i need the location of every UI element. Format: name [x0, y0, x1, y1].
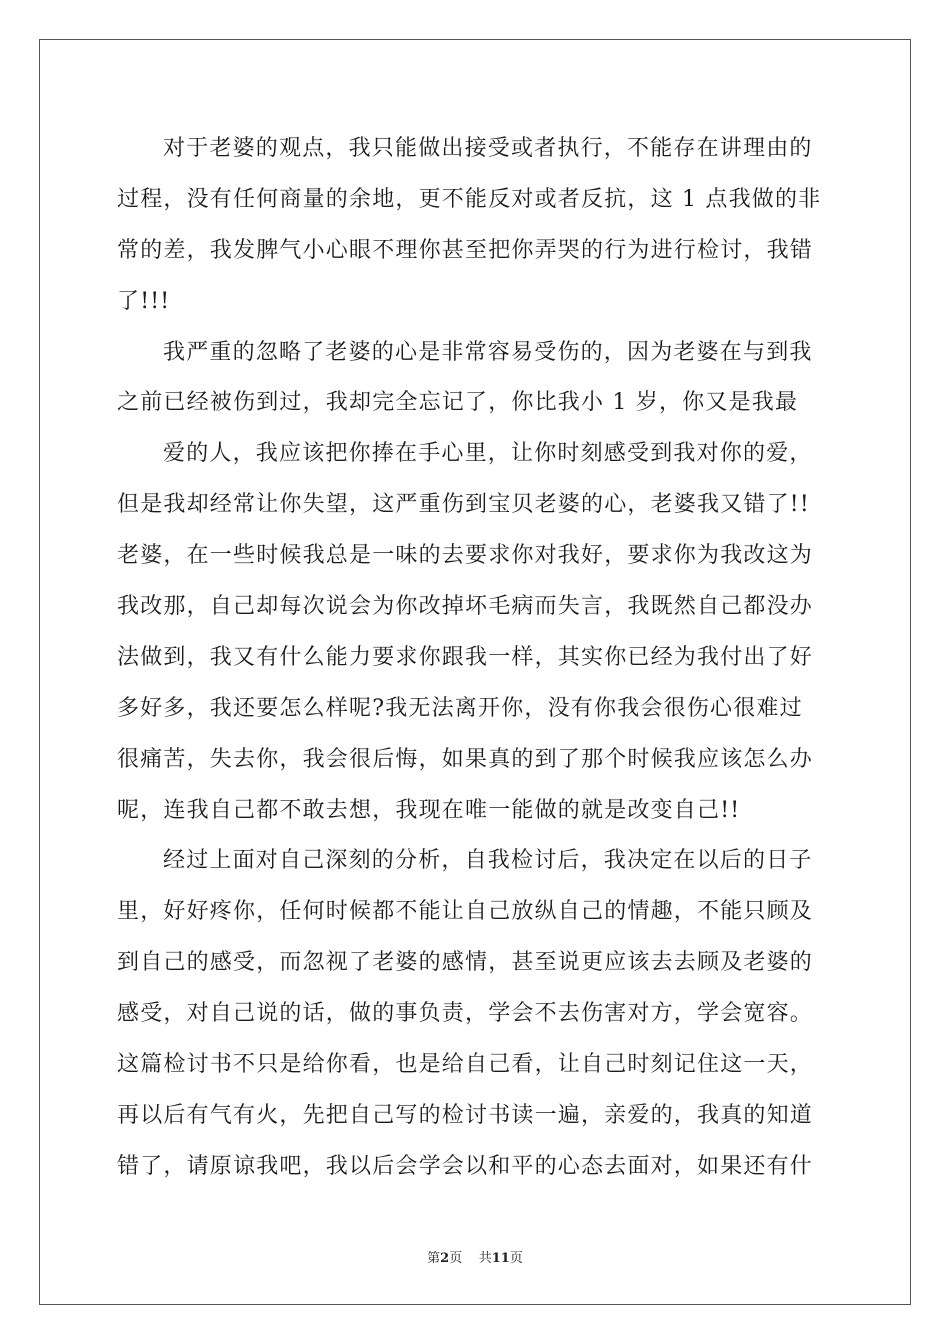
- total-suffix: 页: [509, 1251, 523, 1266]
- text-line: 呢，连我自己都不敢去想，我现在唯一能做的就是改变自己!!: [117, 797, 741, 823]
- text-line: 经过上面对自己深刻的分析，自我检讨后，我决定在以后的日子: [163, 848, 813, 874]
- total-prefix: 共: [478, 1251, 492, 1266]
- text-line: 多好多，我还要怎么样呢?我无法离开你，没有你我会很伤心很难过: [117, 695, 803, 721]
- text-line: 里，好好疼你，任何时候都不能让自己放纵自己的情趣，不能只顾及: [117, 899, 814, 925]
- text-line: 法做到，我又有什么能力要求你跟我一样，其实你已经为我付出了好: [117, 644, 814, 670]
- text-line: 错了，请原谅我吧，我以后会学会以和平的心态去面对，如果还有什: [117, 1153, 814, 1179]
- text-line: 对于老婆的观点，我只能做出接受或者执行，不能存在讲理由的: [163, 136, 813, 161]
- page-footer: [0, 1247, 950, 1266]
- text-line: 老婆，在一些时候我总是一味的去要求你对我好，要求你为我改这为: [117, 543, 814, 569]
- page-number: 2: [440, 1251, 450, 1266]
- text-line: 我严重的忽略了老婆的心是非常容易受伤的，因为老婆在与到我: [163, 339, 813, 365]
- text-line: 很痛苦，失去你，我会很后悔，如果真的到了那个时候我应该怎么办: [117, 746, 814, 772]
- text-line: 之前已经被伤到过，我却完全忘记了，你比我小 1 岁，你又是我最: [117, 390, 799, 416]
- text-line: 了!!!: [117, 288, 171, 314]
- text-line: 到自己的感受，而忽视了老婆的感情，甚至说更应该去去顾及老婆的: [117, 950, 814, 976]
- text-line: 再以后有气有火，先把自己写的检讨书读一遍，亲爱的，我真的知道: [117, 1102, 814, 1128]
- page-prefix: 第: [427, 1251, 441, 1266]
- text-line: 感受，对自己说的话，做的事负责，学会不去伤害对方，学会宽容。: [117, 1001, 814, 1027]
- text-line: 过程，没有任何商量的余地，更不能反对或者反抗，这 1 点我做的非: [117, 186, 822, 212]
- page-suffix: 页: [449, 1251, 463, 1266]
- text-line: 但是我却经常让你失望，这严重伤到宝贝老婆的心，老婆我又错了!!: [117, 492, 810, 518]
- text-line: 这篇检讨书不只是给你看，也是给自己看，让自己时刻记住这一天，: [117, 1052, 814, 1078]
- text-line: 爱的人，我应该把你捧在手心里，让你时刻感受到我对你的爱，: [163, 441, 813, 467]
- text-line: 我改那，自己却每次说会为你改掉坏毛病而失言，我既然自己都没办: [117, 594, 814, 620]
- document-body: [117, 124, 833, 1193]
- total-pages: 11: [491, 1251, 510, 1266]
- text-line: 常的差，我发脾气小心眼不理你甚至把你弄哭的行为进行检讨，我错: [117, 237, 814, 263]
